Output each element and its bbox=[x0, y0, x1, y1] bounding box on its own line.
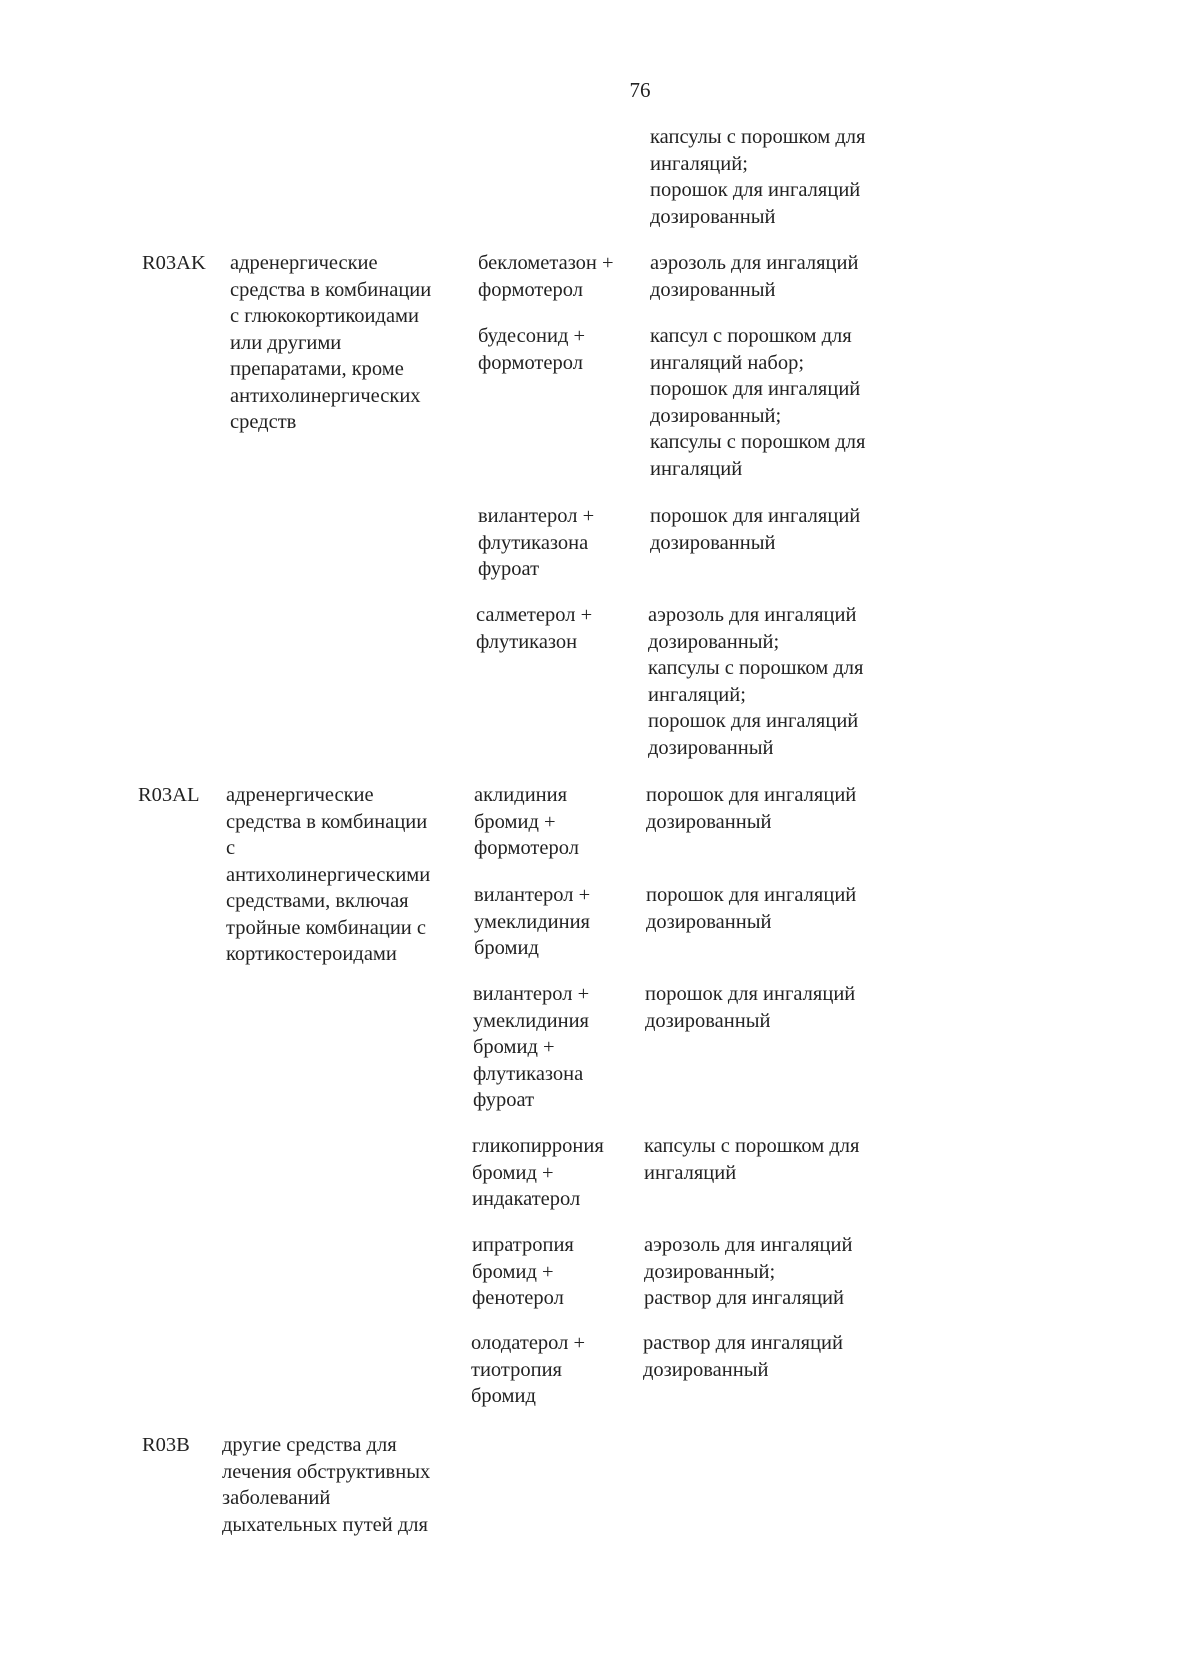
drug-name: олодатерол + тиотропия бромид bbox=[471, 1332, 586, 1407]
dosage-form: порошок для ингаляций дозированный bbox=[650, 505, 861, 554]
page-number: 76 bbox=[629, 78, 651, 102]
dosage-form: порошок для ингаляций дозированный bbox=[646, 784, 857, 833]
drug-name: вилантерол + умеклидиния бромид bbox=[474, 884, 591, 959]
dosage-form: капсулы с порошком для ингаляций bbox=[644, 1135, 860, 1184]
dosage-form: порошок для ингаляций дозированный bbox=[645, 983, 856, 1032]
drug-name: беклометазон + формотерол bbox=[478, 252, 614, 301]
drug-name: ипратропия бромид + фенотерол bbox=[472, 1234, 574, 1309]
dosage-form: порошок для ингаляций дозированный bbox=[646, 884, 857, 933]
dosage-form: аэрозоль для ингаляций дозированный; раствор для ингаляций bbox=[644, 1234, 853, 1309]
drug-name: гликопиррония бромид + индакатерол bbox=[472, 1135, 604, 1210]
atc-code: R03AK bbox=[142, 252, 206, 274]
drug-name: аклидиния бромид + формотерол bbox=[474, 784, 579, 859]
atc-code: R03B bbox=[142, 1434, 190, 1456]
dosage-form: аэрозоль для ингаляций дозированный; капсулы с порошком для ингаляций; порошок для ингаляций дозированный bbox=[648, 604, 864, 759]
dosage-form: раствор для ингаляций дозированный bbox=[643, 1332, 843, 1381]
atc-group-description: адренергические средства в комбинации с глюкокортикоидами или другими препаратами, кроме антихолинергических средств bbox=[230, 252, 432, 433]
drug-name: будесонид + формотерол bbox=[478, 325, 586, 374]
dosage-form: аэрозоль для ингаляций дозированный bbox=[650, 252, 859, 301]
drug-name: салметерол + флутиказон bbox=[476, 604, 593, 653]
dosage-form: капсул с порошком для ингаляций набор; порошок для ингаляций дозированный; капсулы с порошком для ингаляций bbox=[650, 325, 866, 480]
atc-group-description: адренергические средства в комбинации с антихолинергическими средствами, включая тройные комбинации с кортикостероидами bbox=[226, 784, 431, 965]
atc-group-description: другие средства для лечения обструктивных заболеваний дыхательных путей для bbox=[222, 1434, 431, 1536]
dosage-form-continuation: капсулы с порошком для ингаляций; порошок для ингаляций дозированный bbox=[650, 126, 866, 228]
drug-name: вилантерол + флутиказона фуроат bbox=[478, 505, 595, 580]
atc-code: R03AL bbox=[138, 784, 200, 806]
drug-name: вилантерол + умеклидиния бромид + флутиказона фуроат bbox=[473, 983, 590, 1111]
